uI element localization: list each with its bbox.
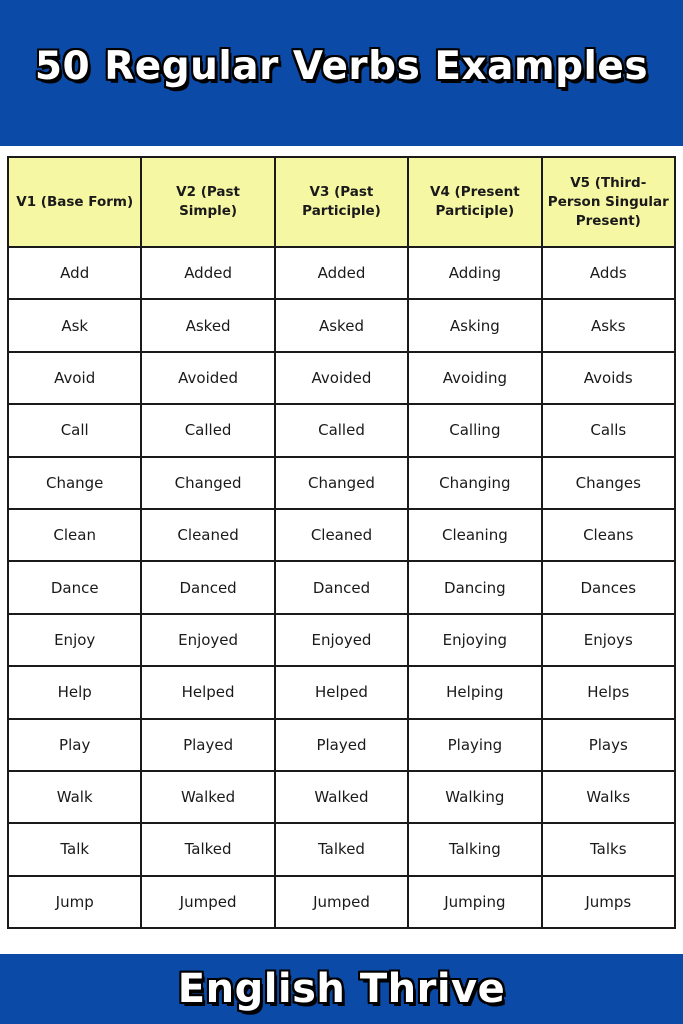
table-cell: Enjoys	[542, 614, 675, 666]
table-cell: Help	[8, 666, 141, 718]
table-cell: Avoid	[8, 352, 141, 404]
table-cell: Avoids	[542, 352, 675, 404]
table-cell: Cleans	[542, 509, 675, 561]
table-cell: Asked	[141, 299, 274, 351]
table-cell: Calling	[408, 404, 541, 456]
table-row	[8, 561, 675, 613]
table-cell: Added	[141, 247, 274, 299]
table-cell: Called	[275, 404, 408, 456]
verbs-table-container	[7, 156, 676, 929]
table-cell: Avoided	[141, 352, 274, 404]
table-row	[8, 666, 675, 718]
table-cell: Changed	[275, 457, 408, 509]
table-cell: Helps	[542, 666, 675, 718]
brand-name: English Thrive	[177, 966, 506, 1012]
table-cell: Called	[141, 404, 274, 456]
table-cell: Call	[8, 404, 141, 456]
table-cell: Calls	[542, 404, 675, 456]
table-cell: Enjoyed	[275, 614, 408, 666]
table-cell: Changes	[542, 457, 675, 509]
table-cell: Asking	[408, 299, 541, 351]
table-row	[8, 876, 675, 928]
table-body	[8, 247, 675, 928]
table-row	[8, 247, 675, 299]
table-row	[8, 771, 675, 823]
table-cell: Asked	[275, 299, 408, 351]
table-cell: Walked	[141, 771, 274, 823]
table-cell: Talk	[8, 823, 141, 875]
table-cell: Danced	[141, 561, 274, 613]
table-cell: Avoiding	[408, 352, 541, 404]
table-cell: Talking	[408, 823, 541, 875]
table-row	[8, 457, 675, 509]
table-cell: Jumps	[542, 876, 675, 928]
table-cell: Dances	[542, 561, 675, 613]
column-header: V4 (Present Participle)	[408, 157, 541, 247]
table-cell: Walk	[8, 771, 141, 823]
table-cell: Adds	[542, 247, 675, 299]
table-cell: Walked	[275, 771, 408, 823]
column-header: V2 (Past Simple)	[141, 157, 274, 247]
column-header: V3 (Past Participle)	[275, 157, 408, 247]
column-header: V5 (Third-Person Singular Present)	[542, 157, 675, 247]
table-cell: Jumped	[141, 876, 274, 928]
table-cell: Talks	[542, 823, 675, 875]
table-cell: Cleaned	[141, 509, 274, 561]
column-header: V1 (Base Form)	[8, 157, 141, 247]
table-cell: Jumping	[408, 876, 541, 928]
table-cell: Enjoying	[408, 614, 541, 666]
table-cell: Dance	[8, 561, 141, 613]
table-cell: Walks	[542, 771, 675, 823]
table-row	[8, 404, 675, 456]
table-cell: Jumped	[275, 876, 408, 928]
brand-banner	[0, 954, 683, 1024]
table-cell: Talked	[141, 823, 274, 875]
table-cell: Added	[275, 247, 408, 299]
table-cell: Play	[8, 719, 141, 771]
table-cell: Played	[275, 719, 408, 771]
table-row	[8, 719, 675, 771]
table-cell: Dancing	[408, 561, 541, 613]
table-header-row	[8, 157, 675, 247]
table-cell: Played	[141, 719, 274, 771]
table-cell: Clean	[8, 509, 141, 561]
table-row	[8, 352, 675, 404]
table-cell: Asks	[542, 299, 675, 351]
table-cell: Danced	[275, 561, 408, 613]
table-cell: Ask	[8, 299, 141, 351]
table-cell: Change	[8, 457, 141, 509]
page-title: 50 Regular Verbs Examples	[34, 43, 649, 89]
table-row	[8, 614, 675, 666]
table-cell: Enjoy	[8, 614, 141, 666]
table-cell: Jump	[8, 876, 141, 928]
table-cell: Plays	[542, 719, 675, 771]
table-cell: Avoided	[275, 352, 408, 404]
table-row	[8, 299, 675, 351]
table-cell: Playing	[408, 719, 541, 771]
table-cell: Changing	[408, 457, 541, 509]
table-cell: Talked	[275, 823, 408, 875]
table-cell: Walking	[408, 771, 541, 823]
verbs-table	[7, 156, 676, 929]
table-row	[8, 823, 675, 875]
table-cell: Changed	[141, 457, 274, 509]
table-cell: Add	[8, 247, 141, 299]
table-cell: Enjoyed	[141, 614, 274, 666]
table-row	[8, 509, 675, 561]
table-cell: Cleaned	[275, 509, 408, 561]
table-cell: Cleaning	[408, 509, 541, 561]
table-cell: Helped	[141, 666, 274, 718]
table-cell: Helping	[408, 666, 541, 718]
table-cell: Adding	[408, 247, 541, 299]
table-cell: Helped	[275, 666, 408, 718]
title-banner	[0, 0, 683, 146]
